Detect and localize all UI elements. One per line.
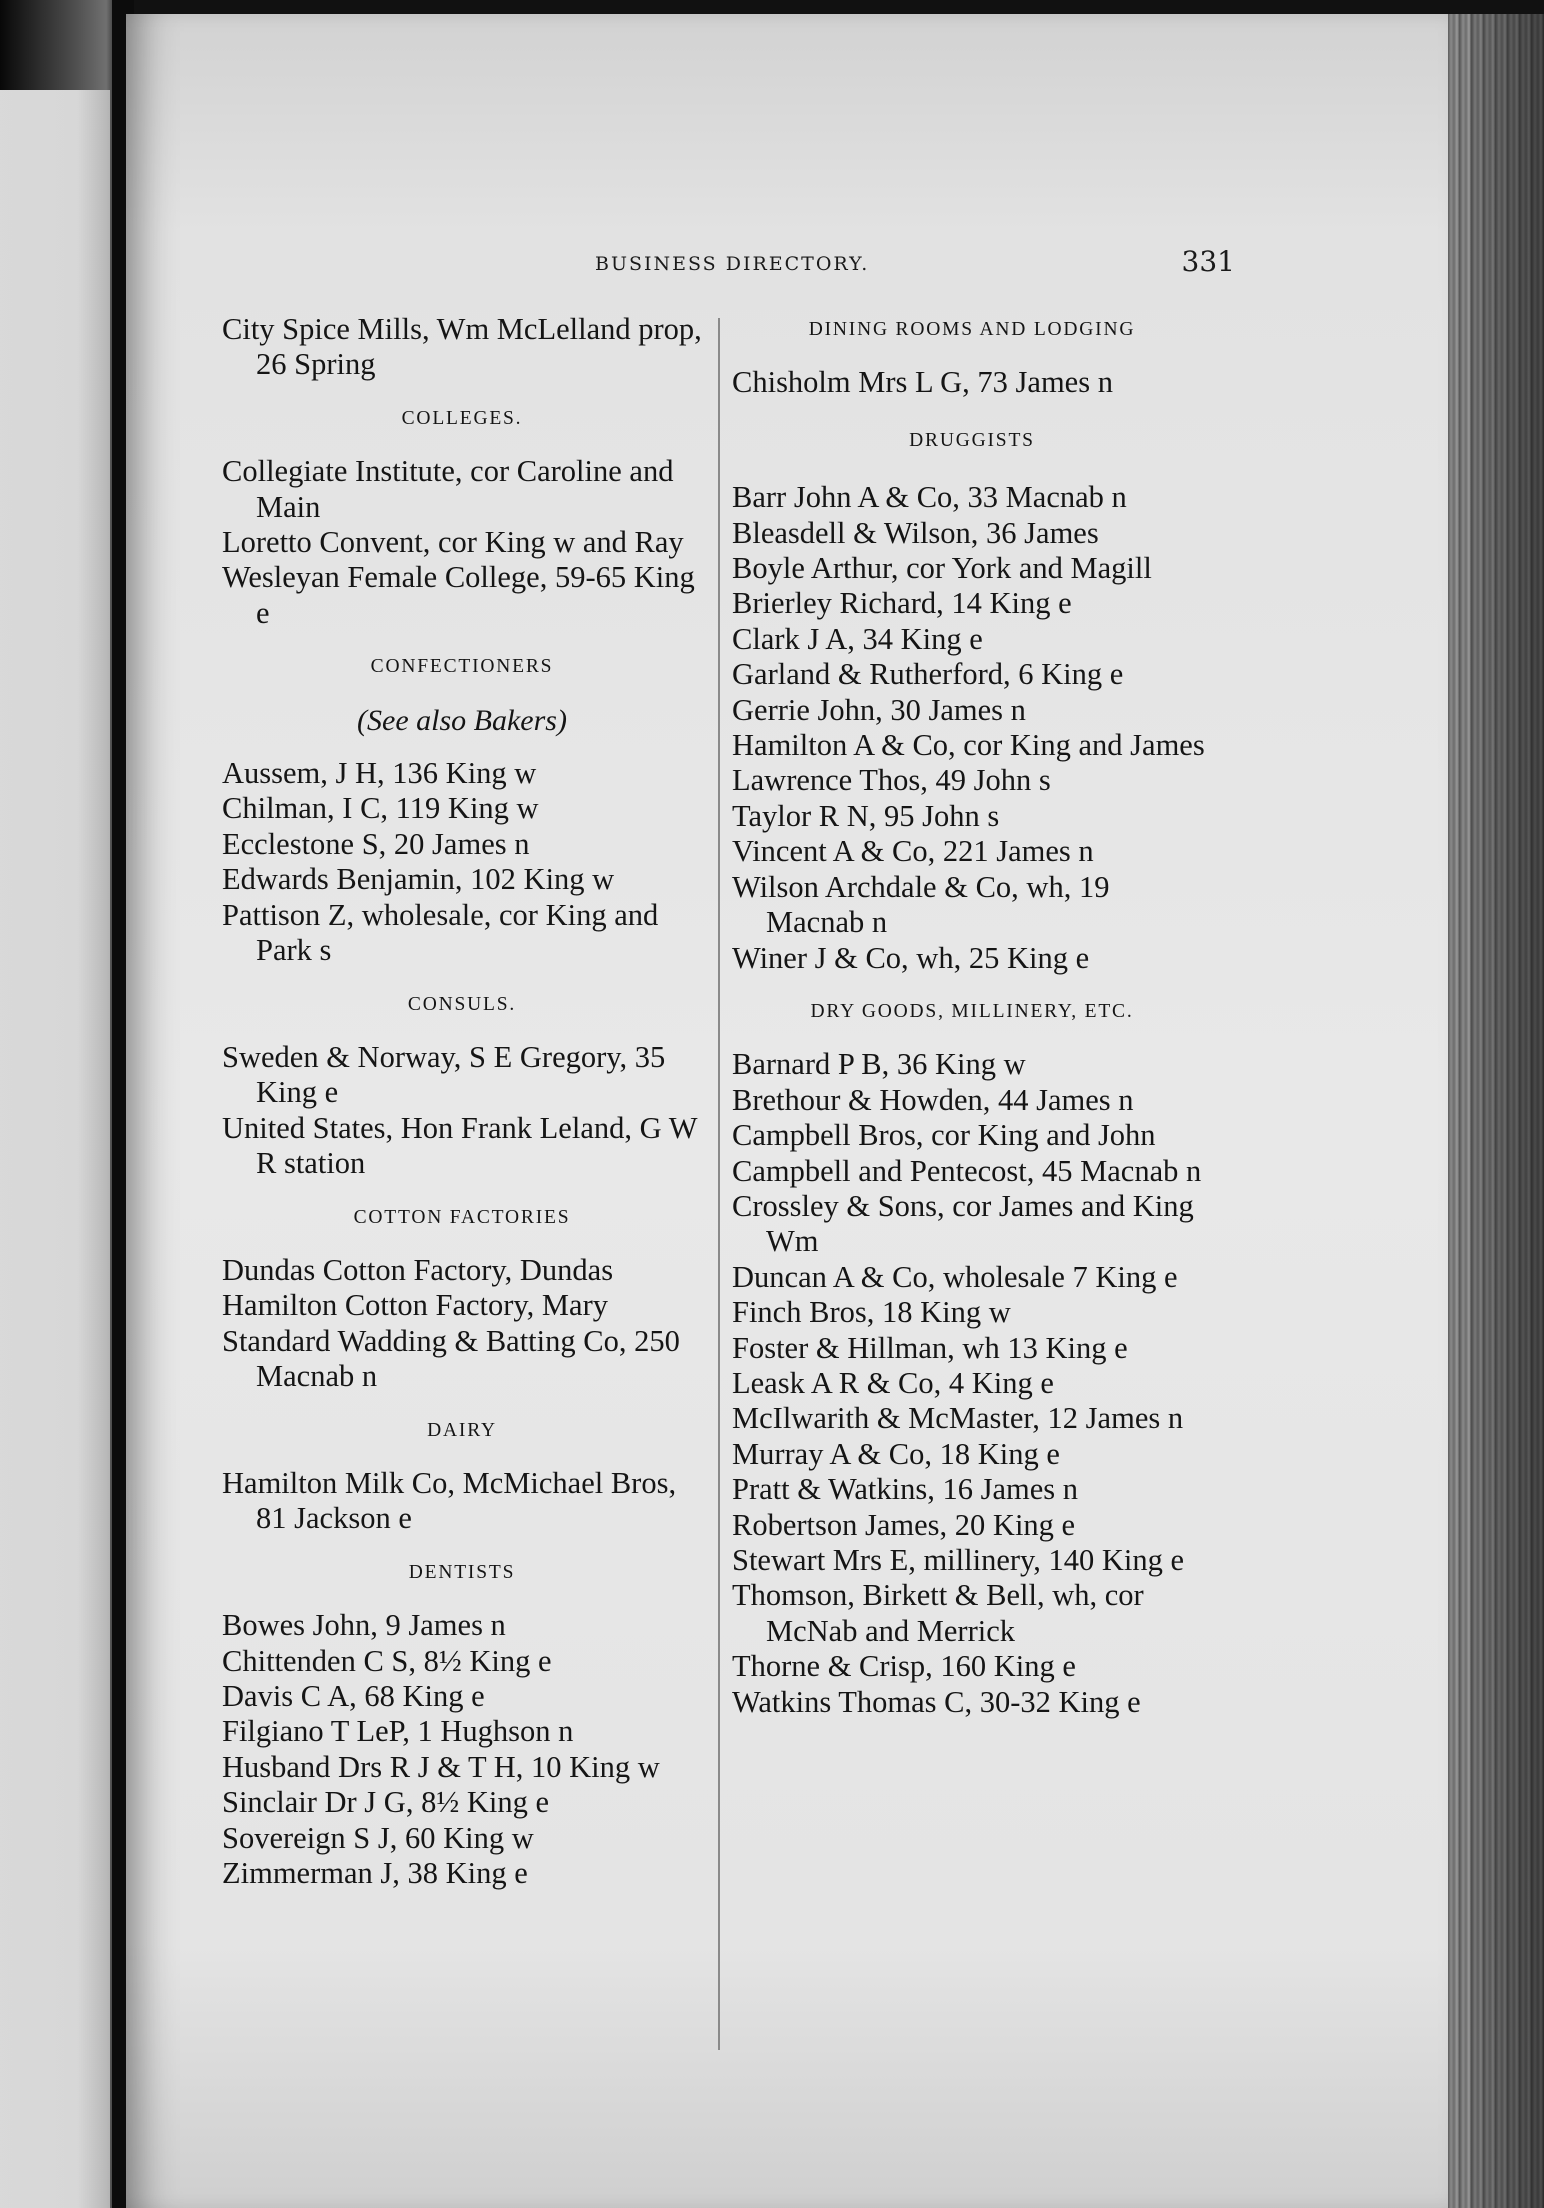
section-dry-goods bbox=[732, 994, 1212, 1720]
list-item: Wesleyan Female College, 59-65 King e bbox=[222, 560, 695, 630]
list-item: Robertson James, 20 King e bbox=[732, 1507, 1076, 1542]
list-item: Pattison Z, wholesale, cor King and Park s bbox=[222, 897, 659, 968]
list-item: Collegiate Institute, cor Caroline and Main bbox=[222, 454, 674, 524]
list-item: Finch Bros, 18 King w bbox=[732, 1295, 1011, 1330]
list-item: Aussem, J H, 136 King w bbox=[222, 756, 537, 791]
list-item: Watkins Thomas C, 30-32 King e bbox=[732, 1684, 1141, 1719]
section-consuls bbox=[222, 987, 702, 1182]
section-spice-mills bbox=[222, 312, 702, 383]
list-item: Dundas Cotton Factory, Dundas bbox=[222, 1252, 614, 1287]
list-item: Leask A R & Co, 4 King e bbox=[732, 1365, 1054, 1400]
list-item: Vincent A & Co, 221 James n bbox=[732, 834, 1094, 869]
section-dentists bbox=[222, 1555, 702, 1892]
list-item: Lawrence Thos, 49 John s bbox=[732, 763, 1051, 798]
page-stack-shadow bbox=[1470, 14, 1544, 2208]
section-heading: CONSULS. bbox=[407, 993, 517, 1015]
list-item: Garland & Rutherford, 6 King e bbox=[732, 657, 1124, 692]
section-cotton-factories bbox=[222, 1200, 702, 1395]
left-column bbox=[222, 312, 702, 1891]
list-item: Murray A & Co, 18 King e bbox=[732, 1436, 1060, 1471]
list-item: Filgiano T LeP, 1 Hughson n bbox=[222, 1714, 574, 1749]
list-item: Duncan A & Co, wholesale 7 King e bbox=[732, 1259, 1178, 1294]
section-heading: DRUGGISTS bbox=[909, 429, 1035, 451]
section-confectioners bbox=[222, 649, 702, 968]
section-druggists bbox=[732, 423, 1212, 976]
list-item: Gerrie John, 30 James n bbox=[732, 692, 1026, 727]
list-item: Boyle Arthur, cor York and Magill bbox=[732, 551, 1152, 586]
list-item: Sovereign S J, 60 King w bbox=[222, 1820, 534, 1855]
list-item: Chisholm Mrs L G, 73 James n bbox=[732, 365, 1113, 400]
facing-page-edge bbox=[0, 90, 110, 2208]
list-item: Stewart Mrs E, millinery, 140 King e bbox=[732, 1543, 1185, 1577]
list-item: Bowes John, 9 James n bbox=[222, 1608, 506, 1643]
column-divider bbox=[718, 318, 720, 2050]
list-item: Taylor R N, 95 John s bbox=[732, 798, 1000, 833]
section-heading: DINING ROOMS AND LODGING bbox=[808, 319, 1136, 340]
list-item: Hamilton A & Co, cor King and James bbox=[732, 728, 1205, 763]
list-item: Standard Wadding & Batting Co, 250 Macnab n bbox=[222, 1323, 680, 1394]
section-dairy bbox=[222, 1413, 702, 1537]
list-item: Sweden & Norway, S E Gregory, 35 King e bbox=[222, 1039, 666, 1110]
right-column bbox=[732, 312, 1212, 1720]
section-heading: COLLEGES. bbox=[401, 407, 523, 429]
list-item: Foster & Hillman, wh 13 King e bbox=[732, 1330, 1128, 1365]
list-item: Wilson Archdale & Co, wh, 19 Macnab n bbox=[732, 869, 1110, 940]
list-item: Brethour & Howden, 44 James n bbox=[732, 1082, 1134, 1117]
section-dining-rooms bbox=[732, 312, 1212, 401]
list-item: Hamilton Cotton Factory, Mary bbox=[222, 1288, 609, 1323]
list-item: Bleasdell & Wilson, 36 James bbox=[732, 515, 1099, 550]
list-item: Barnard P B, 36 King w bbox=[732, 1047, 1026, 1082]
list-item: Davis C A, 68 King e bbox=[222, 1679, 485, 1713]
section-heading: DRY GOODS, MILLINERY, ETC. bbox=[810, 1000, 1134, 1022]
list-item: Loretto Convent, cor King w and Ray bbox=[222, 525, 684, 560]
list-item: Barr John A & Co, 33 Macnab n bbox=[732, 480, 1127, 515]
list-item: Thomson, Birkett & Bell, wh, cor McNab and Merrick bbox=[732, 1578, 1144, 1648]
section-heading: COTTON FACTORIES bbox=[353, 1206, 571, 1228]
list-item: City Spice Mills, Wm McLelland prop, 26 Spring bbox=[222, 312, 702, 382]
section-heading: DAIRY bbox=[427, 1419, 497, 1441]
list-item: Husband Drs R J & T H, 10 King w bbox=[222, 1749, 660, 1784]
section-heading: CONFECTIONERS bbox=[370, 656, 554, 678]
list-item: McIlwarith & McMaster, 12 James n bbox=[732, 1401, 1184, 1436]
list-item: Winer J & Co, wh, 25 King e bbox=[732, 940, 1090, 975]
section-heading: DENTISTS bbox=[408, 1561, 516, 1583]
list-item: Ecclestone S, 20 James n bbox=[222, 826, 530, 861]
list-item: Campbell and Pentecost, 45 Macnab n bbox=[732, 1153, 1202, 1188]
running-head: BUSINESS DIRECTORY. bbox=[595, 253, 870, 275]
list-item: Thorne & Crisp, 160 King e bbox=[732, 1649, 1076, 1684]
section-colleges bbox=[222, 401, 702, 631]
page-number: 331 bbox=[1181, 245, 1235, 278]
list-item: Clark J A, 34 King e bbox=[732, 621, 983, 656]
list-item: Chittenden C S, 8½ King e bbox=[222, 1643, 552, 1678]
list-item: Chilman, I C, 119 King w bbox=[222, 791, 539, 826]
list-item: Sinclair Dr J G, 8½ King e bbox=[222, 1785, 549, 1820]
list-item: Campbell Bros, cor King and John bbox=[732, 1118, 1156, 1153]
cross-reference-note: (See also Bakers) bbox=[357, 703, 567, 737]
list-item: Zimmerman J, 38 King e bbox=[222, 1856, 528, 1891]
list-item: Brierley Richard, 14 King e bbox=[732, 586, 1072, 621]
list-item: Pratt & Watkins, 16 James n bbox=[732, 1472, 1079, 1507]
list-item: Crossley & Sons, cor James and King Wm bbox=[732, 1188, 1194, 1259]
page-header bbox=[595, 245, 1235, 285]
list-item: Hamilton Milk Co, McMichael Bros, 81 Jackson e bbox=[222, 1465, 677, 1536]
list-item: United States, Hon Frank Leland, G W R station bbox=[222, 1110, 697, 1181]
list-item: Edwards Benjamin, 102 King w bbox=[222, 862, 615, 897]
